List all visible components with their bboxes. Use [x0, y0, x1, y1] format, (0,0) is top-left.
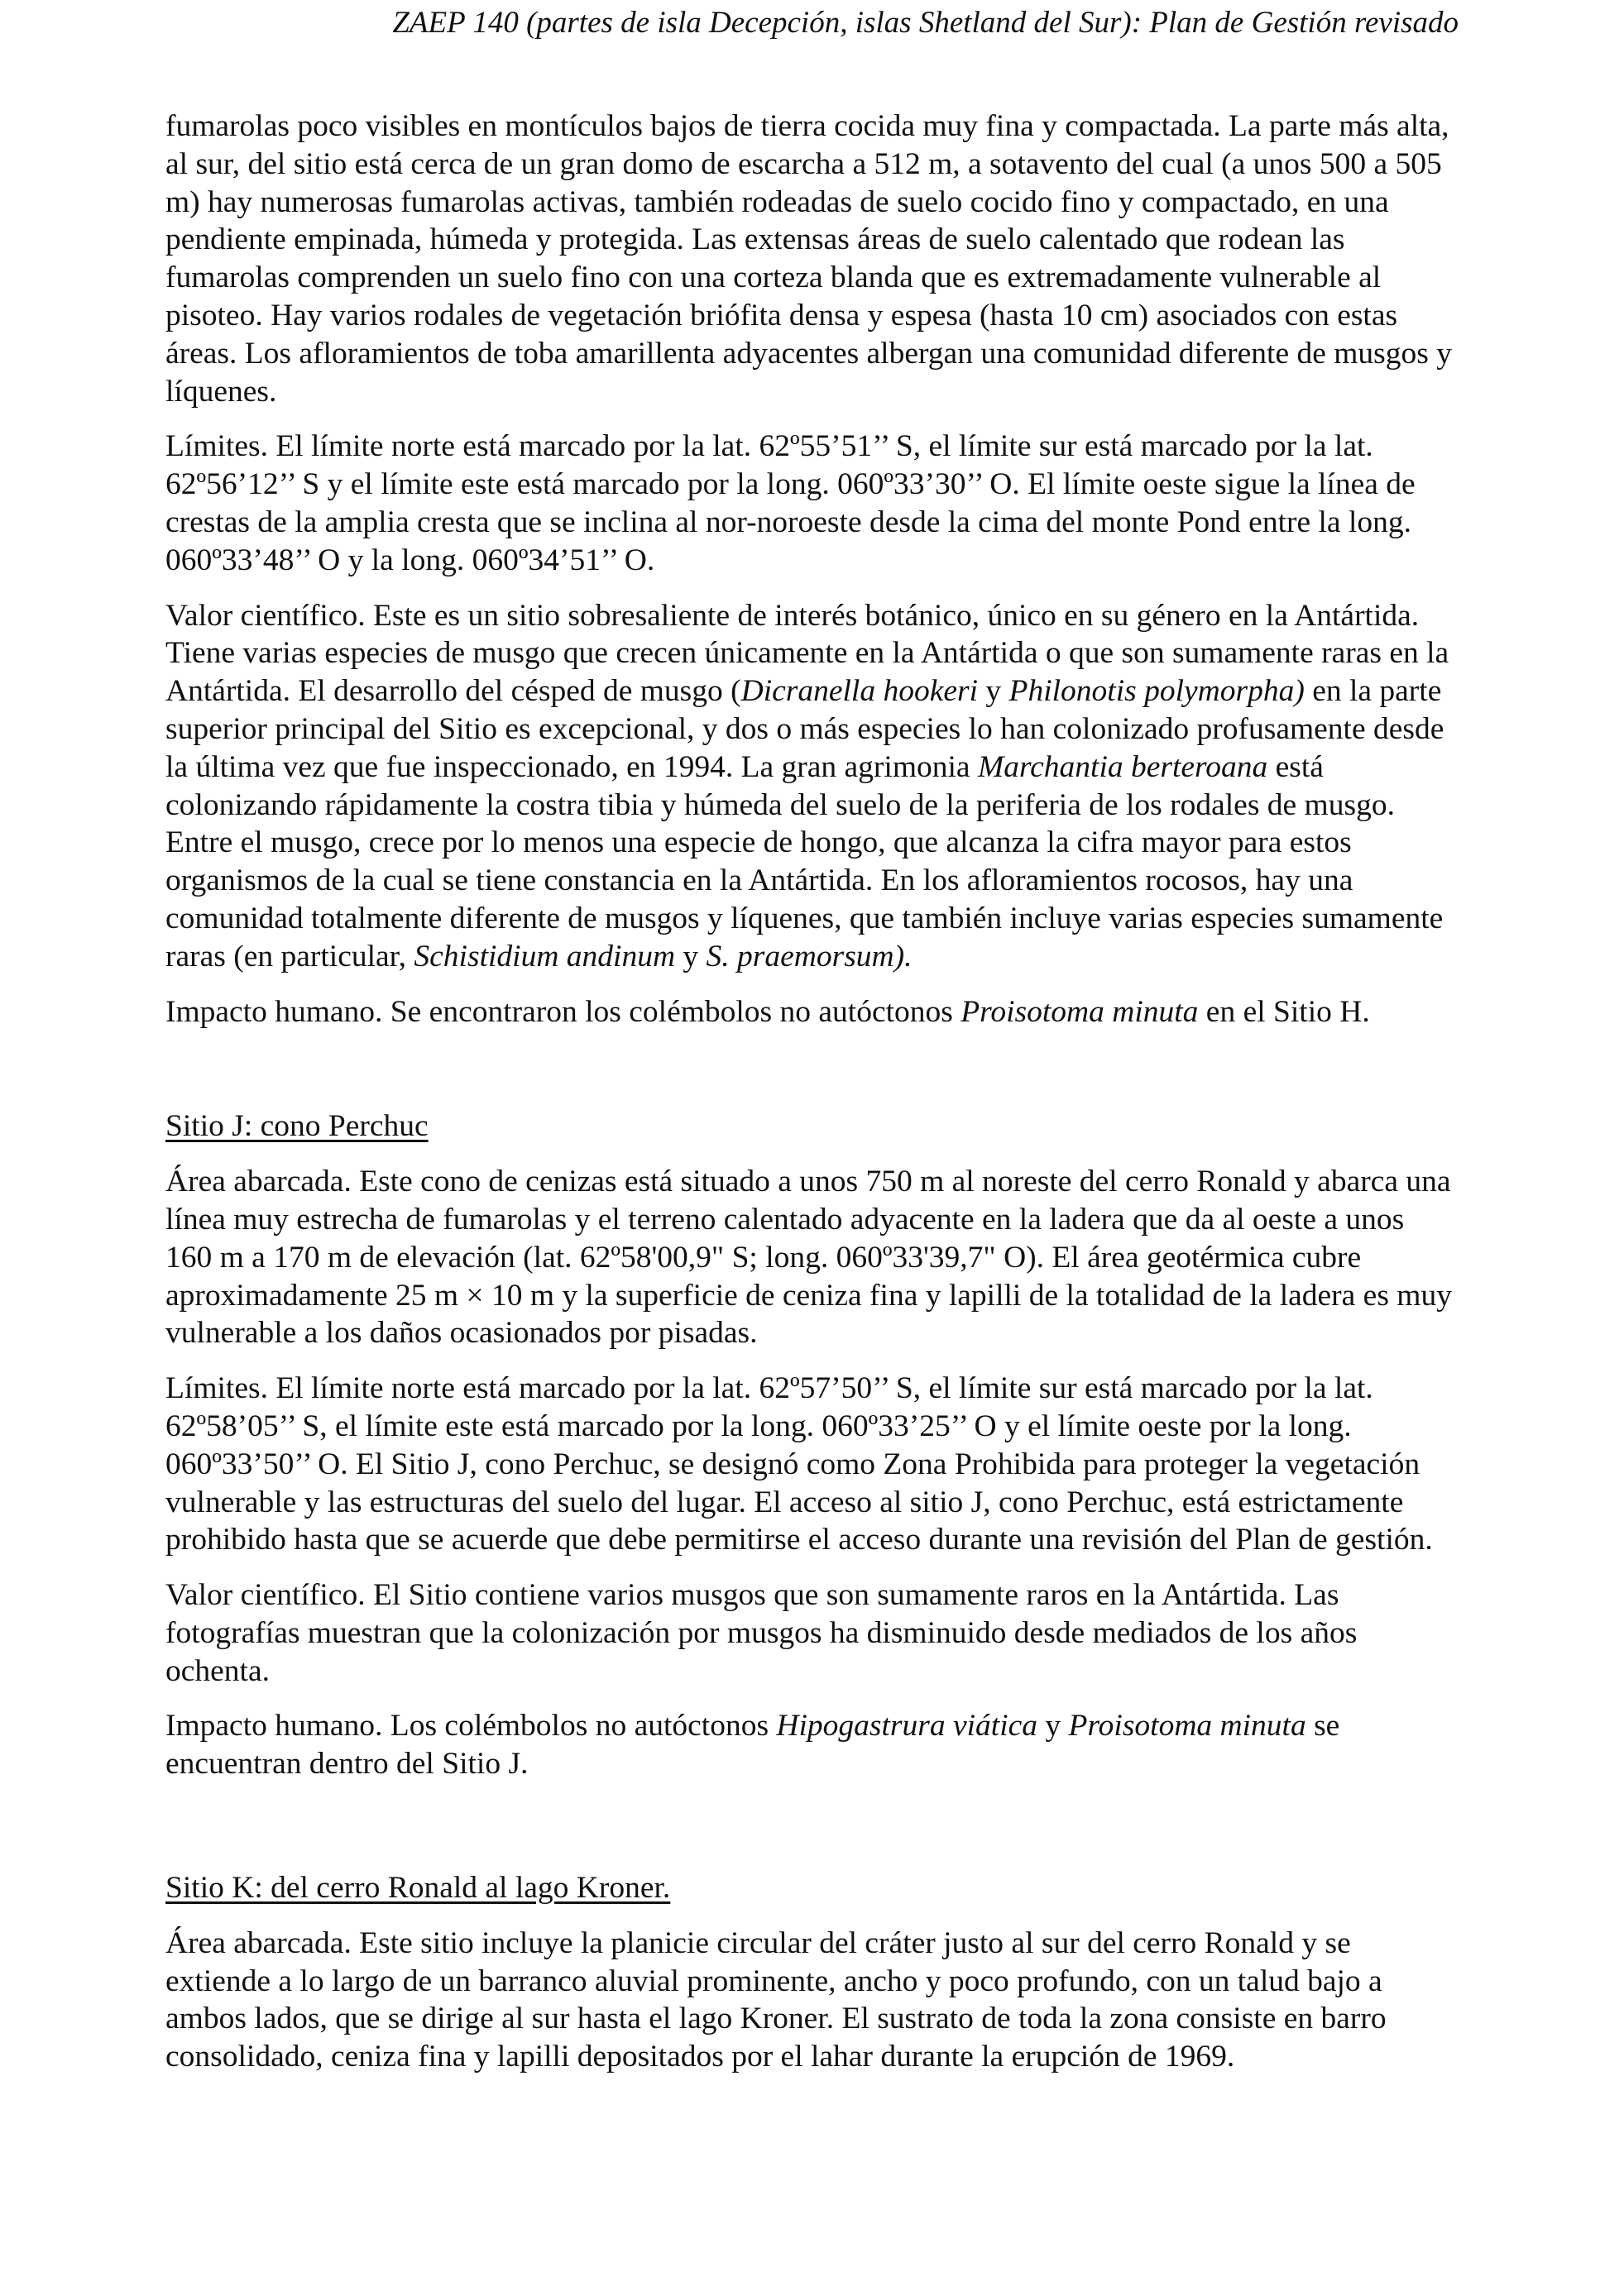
- site-k-area-paragraph: Área abarcada. Este sitio incluye la planicie circular del cráter justo al sur del cerro Ronald y se extiende a lo largo de un barranco aluvial prominente, ancho y poco profundo, con un talud bajo a ambos lados, que se dirige al sur hasta el lago Kroner. El sustrato de toda la zona consiste en barro consolidado, ceniza fina y lapilli depositados por el lahar durante la erupción de 1969.: [165, 1925, 1387, 2074]
- site-h-human-impact-paragraph: [165, 993, 1452, 1031]
- text-run: y: [675, 939, 707, 973]
- species-name: Dicranella hookeri: [740, 674, 979, 709]
- text-run: y: [1037, 1709, 1069, 1744]
- species-name: Philonotis polymorpha): [1008, 674, 1305, 709]
- species-name: Proisotoma minuta: [961, 994, 1199, 1029]
- section-gap: [165, 1048, 1452, 1107]
- running-header: ZAEP 140 (partes de isla Decepción, islas Shetland del Sur): Plan de Gestión revisado: [392, 6, 1459, 40]
- text-run: está colonizando rápidamente la costra tibia y húmeda del suelo de la periferia de los rodales de musgo. Entre el musgo, crece por lo menos una especie de hongo, que alcanza la cifra mayor para estos organismos de la cual se tiene constancia en la Antártida. En los afloramientos rocosos, hay una comunidad totalmente diferente de musgos y líquenes, que también incluye varias especies sumamente raras (en particular,: [165, 749, 1444, 973]
- species-name: S. praemorsum).: [706, 939, 913, 973]
- text-run: en el Sitio H.: [1198, 994, 1370, 1029]
- site-j-human-impact-paragraph: [165, 1707, 1452, 1783]
- species-name: Hipogastrura viática: [776, 1709, 1038, 1744]
- species-name: Proisotoma minuta: [1068, 1709, 1306, 1744]
- site-h-limits-paragraph: Límites. El límite norte está marcado por la lat. 62º55’51’’ S, el límite sur está marcado por la lat. 62º56’12’’ S y el límite este está marcado por la long. 060º33’30’’ O. El límite oeste sigue la línea de crestas de la amplia cresta que se inclina al nor-noroeste desde la cima del monte Pond entre la long. 060º33’48’’ O y la long. 060º34’51’’ O.: [165, 429, 1416, 577]
- body-text: [165, 108, 1452, 2093]
- site-h-scientific-value-paragraph: [165, 597, 1452, 976]
- species-name: Schistidium andinum: [414, 939, 676, 973]
- text-run: en la parte superior principal del Sitio es excepcional, y dos o más especies lo han colonizado profusamente desde la última vez que fue inspeccionado, en 1994. La gran agrimonia: [165, 674, 1444, 784]
- site-h-continuation-paragraph: fumarolas poco visibles en montículos bajos de tierra cocida muy fina y compactada. La parte más alta, al sur, del sitio está cerca de un gran domo de escarcha a 512 m, a sotavento del cual (a unos 500 a 505 m) hay numerosas fumarolas activas, también rodeadas de suelo cocido fino y compactado, en una pendiente empinada, húmeda y protegida. Las extensas áreas de suelo calentado que rodean las fumarolas comprenden un suelo fino con una corteza blanda que es extremadamente vulnerable al pisoteo. Hay varios rodales de vegetación briófita densa y espesa (hasta 10 cm) asociados con estas áreas. Los afloramientos de toba amarillenta adyacentes albergan una comunidad diferente de musgos y líquenes.: [165, 109, 1452, 409]
- site-k-heading: Sitio K: del cerro Ronald al lago Kroner.: [165, 1871, 671, 1906]
- text-run: y: [978, 674, 1009, 709]
- section-gap: [165, 1801, 1452, 1869]
- text-run: Valor científico. Este es un sitio sobresaliente de interés botánico, único en su género en la Antártida. Tiene varias especies de musgo que crecen únicamente en la Antártida o que son sumamente raras en la Antártida. El desarrollo del césped de musgo (: [165, 598, 1449, 709]
- site-j-area-paragraph: Área abarcada. Este cono de cenizas está situado a unos 750 m al noreste del cerro Ronald y abarca una línea muy estrecha de fumarolas y el terreno calentado adyacente en la ladera que da al oeste a unos 160 m a 170 m de elevación (lat. 62º58'00,9" S; long. 060º33'39,7" O). El área geotérmica cubre aproximadamente 25 m × 10 m y la superficie de ceniza fina y lapilli de la totalidad de la ladera es muy vulnerable a los daños ocasionados por pisadas.: [165, 1165, 1452, 1351]
- site-j-scientific-value-paragraph: Valor científico. El Sitio contiene varios musgos que son sumamente raros en la Antártida. Las fotografías muestran que la colonización por musgos ha disminuido desde mediados de los años ochenta.: [165, 1578, 1358, 1688]
- text-run: Impacto humano. Se encontraron los colémbolos no autóctonos: [165, 994, 961, 1029]
- species-name: Marchantia berteroana: [977, 749, 1268, 784]
- text-run: Impacto humano. Los colémbolos no autóctonos: [165, 1709, 777, 1744]
- site-j-heading: Sitio J: cono Perchuc: [165, 1109, 429, 1144]
- text-run: se encuentran dentro del Sitio J.: [165, 1709, 1340, 1782]
- site-j-limits-paragraph: Límites. El límite norte está marcado por la lat. 62º57’50’’ S, el límite sur está marcado por la lat. 62º58’05’’ S, el límite este está marcado por la long. 060º33’25’’ O y el límite oeste por la long. 060º33’50’’ O. El Sitio J, cono Perchuc, se designó como Zona Prohibida para proteger la vegetación vulnerable y las estructuras del suelo del lugar. El acceso al sitio J, cono Perchuc, está estrictamente prohibido hasta que se acuerde que debe permitirse el acceso durante una revisión del Plan de gestión.: [165, 1371, 1433, 1557]
